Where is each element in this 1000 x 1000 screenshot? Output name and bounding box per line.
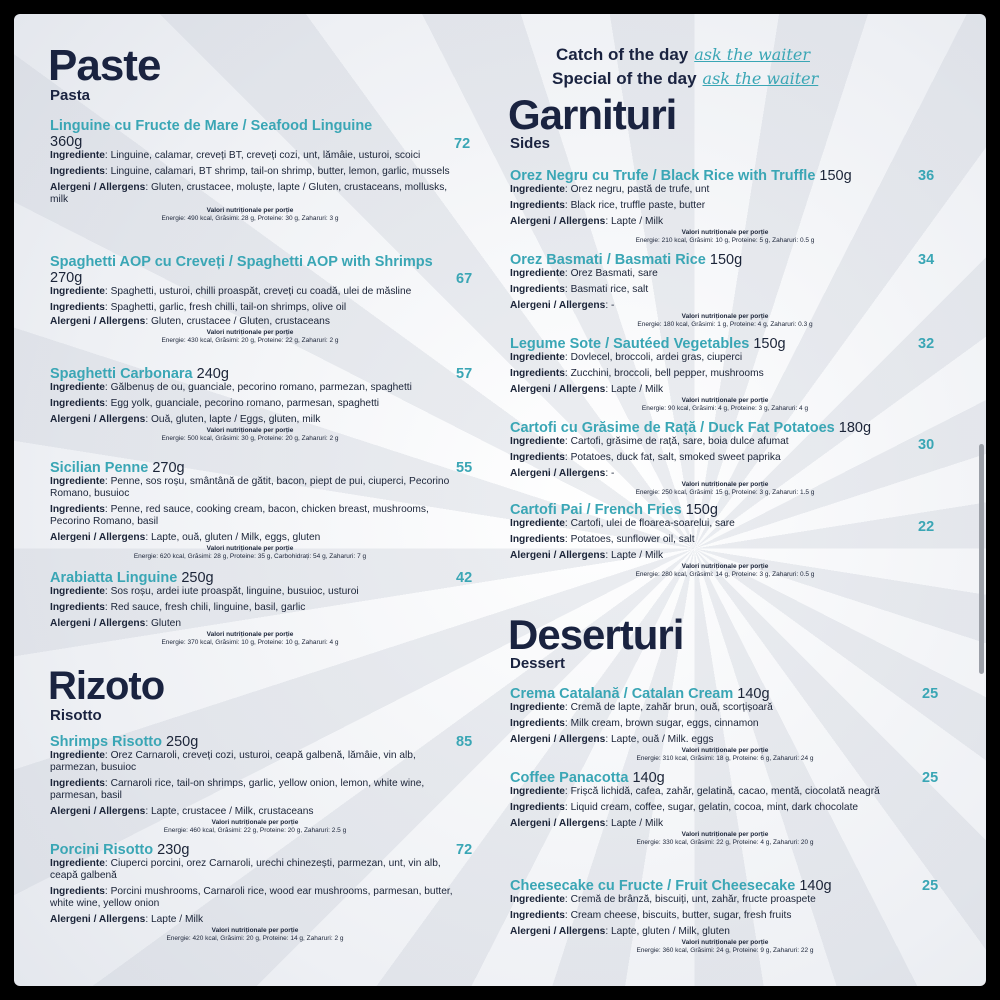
nutrition-title: Valori nutriționale per porție: [211, 927, 299, 934]
sides-title: Garnituri: [508, 91, 677, 138]
ingredients-en: : Milk cream, brown sugar, eggs, cinnamon: [564, 718, 759, 729]
allergens: : -: [605, 468, 615, 479]
nutrition-title: Valori nutriționale per porție: [681, 563, 769, 570]
pasta-subtitle: Pasta: [50, 87, 91, 104]
allergens: : Lapte, ouă / Milk. eggs: [605, 734, 714, 745]
allergens: : Lapte / Milk: [145, 914, 204, 925]
menu-item: [50, 254, 473, 345]
ingredients-en-label: Ingredients: [510, 452, 565, 463]
item-price: 85: [456, 734, 473, 750]
menu-item: [50, 460, 473, 561]
item-name: Coffee Panacotta: [510, 770, 629, 786]
ingredients-ro: : Spaghetti, usturoi, chilli proaspăt, creveți cu coadă, ulei de măsline: [104, 286, 412, 297]
nutrition-title: Valori nutriționale per porție: [681, 831, 769, 838]
ingredients-en-label: Ingredients: [510, 718, 565, 729]
ingredients-en-label: Ingredients: [50, 778, 105, 789]
ingredients-en: : Porcini mushrooms, Carnaroli rice, wood ear mushrooms, parmesan, butter, white wine, yellow onion: [50, 886, 453, 909]
item-price: 25: [922, 770, 939, 786]
ingredients-ro: : Linguine, calamar, creveți BT, creveți cozi, unt, lămâie, usturoi, scoici: [104, 150, 421, 161]
allergens-label: Alergeni / Allergens: [50, 618, 146, 629]
allergens: : Gluten, crustacee, moluște, lapte / Gluten, crustaceans, mollusks, milk: [50, 182, 448, 205]
item-price: 36: [918, 168, 935, 184]
allergens: : Gluten, crustacee / Gluten, crustaceans: [145, 316, 330, 327]
item-price: 32: [918, 336, 935, 352]
nutrition-title: Valori nutriționale per porție: [211, 819, 299, 826]
ingredients-en: : Cream cheese, biscuits, butter, sugar, fresh fruits: [564, 910, 792, 921]
catch-link[interactable]: ask the waiter: [694, 45, 810, 64]
ingredients-ro-label: Ingrediente: [50, 750, 105, 761]
allergens-label: Alergeni / Allergens: [510, 818, 606, 829]
ingredients-ro: : Cremă de lapte, zahăr brun, ouă, scorțișoară: [564, 702, 773, 713]
ingredients-ro-label: Ingrediente: [510, 786, 565, 797]
item-price: 72: [456, 842, 473, 858]
ingredients-en: : Zucchini, broccoli, bell pepper, mushrooms: [564, 368, 764, 379]
ingredients-en-label: Ingredients: [50, 886, 105, 897]
ingredients-ro: : Orez negru, pastă de trufe, unt: [564, 184, 710, 195]
dessert-title: Deserturi: [508, 611, 684, 658]
ingredients-en: : Potatoes, duck fat, salt, smoked sweet paprika: [564, 452, 781, 463]
item-price: 72: [454, 136, 471, 152]
item-name: Spaghetti AOP cu Creveți / Spaghetti AOP with Shrimps: [50, 254, 433, 270]
pasta-title: Paste: [48, 41, 161, 90]
ingredients-ro-label: Ingrediente: [50, 586, 105, 597]
item-weight: 270g: [50, 270, 83, 286]
catch-label: Catch of the day: [556, 45, 689, 64]
nutrition-values: Energie: 430 kcal, Grăsimi: 20 g, Proteine: 22 g, Zaharuri: 2 g: [161, 337, 339, 344]
item-weight: 230g: [157, 842, 190, 858]
special-link[interactable]: ask the waiter: [702, 69, 819, 88]
allergens: : Ouă, gluten, lapte / Eggs, gluten, milk: [145, 414, 321, 425]
nutrition-values: Energie: 360 kcal, Grăsimi: 24 g, Proteine: 9 g, Zaharuri: 22 g: [636, 947, 814, 954]
ingredients-en: : Liquid cream, coffee, sugar, gelatin, cocoa, mint, dark chocolate: [564, 802, 859, 813]
nutrition-values: Energie: 280 kcal, Grăsimi: 14 g, Proteine: 3 g, Zaharuri: 0.5 g: [635, 571, 815, 578]
ingredients-en: : Basmati rice, salt: [564, 284, 649, 295]
allergens-label: Alergeni / Allergens: [50, 532, 146, 543]
ingredients-ro-label: Ingrediente: [510, 702, 565, 713]
nutrition-title: Valori nutriționale per porție: [681, 313, 769, 320]
ingredients-ro-label: Ingrediente: [510, 518, 565, 529]
nutrition-title: Valori nutriționale per porție: [206, 427, 294, 434]
allergens-label: Alergeni / Allergens: [510, 550, 606, 561]
nutrition-values: Energie: 460 kcal, Grăsimi: 22 g, Proteine: 20 g, Zaharuri: 2.5 g: [163, 827, 347, 834]
catch-of-the-day: [556, 44, 810, 66]
nutrition-values: Energie: 330 kcal, Grăsimi: 22 g, Proteine: 4 g, Zaharuri: 20 g: [636, 839, 814, 846]
menu-item: [510, 420, 940, 497]
menu-item: [50, 842, 473, 943]
item-weight: 360g: [50, 134, 83, 150]
nutrition-title: Valori nutriționale per porție: [206, 207, 294, 214]
nutrition-values: Energie: 420 kcal, Grăsimi: 20 g, Proteine: 14 g, Zaharuri: 2 g: [166, 935, 344, 942]
ingredients-ro-label: Ingrediente: [50, 476, 105, 487]
ingredients-en-label: Ingredients: [50, 166, 105, 177]
item-name: Crema Catalană / Catalan Cream: [510, 686, 734, 702]
ingredients-ro: : Orez Basmati, sare: [564, 268, 658, 279]
item-name: Cartofi Pai / French Fries: [510, 502, 682, 518]
nutrition-title: Valori nutriționale per porție: [206, 329, 294, 336]
menu-item: [510, 686, 940, 763]
menu-item: [510, 168, 940, 245]
ingredients-en: : Potatoes, sunflower oil, salt: [564, 534, 695, 545]
ingredients-en-label: Ingredients: [510, 802, 565, 813]
allergens-label: Alergeni / Allergens: [510, 216, 606, 227]
ingredients-ro-label: Ingrediente: [510, 352, 565, 363]
item-price: 22: [918, 519, 935, 535]
allergens-label: Alergeni / Allergens: [510, 384, 606, 395]
nutrition-title: Valori nutriționale per porție: [206, 631, 294, 638]
item-name: Cheesecake cu Fructe / Fruit Cheesecake: [510, 878, 796, 894]
allergens: : Lapte, gluten / Milk, gluten: [605, 926, 730, 937]
ingredients-en-label: Ingredients: [510, 910, 565, 921]
nutrition-title: Valori nutriționale per porție: [206, 545, 294, 552]
allergens-label: Alergeni / Allergens: [50, 316, 146, 327]
dessert-subtitle: Dessert: [510, 655, 566, 672]
item-price: 42: [456, 570, 473, 586]
ingredients-en: : Spaghetti, garlic, fresh chilli, tail-on shrimps, olive oil: [104, 302, 347, 313]
menu-item: [50, 118, 471, 223]
item-name: Linguine cu Fructe de Mare / Seafood Linguine: [50, 118, 373, 134]
allergens-label: Alergeni / Allergens: [510, 300, 606, 311]
item-weight: 140g: [799, 878, 832, 894]
nutrition-title: Valori nutriționale per porție: [681, 229, 769, 236]
allergens-label: Alergeni / Allergens: [50, 914, 146, 925]
nutrition-values: Energie: 370 kcal, Grăsimi: 10 g, Proteine: 10 g, Zaharuri: 4 g: [161, 639, 339, 646]
ingredients-ro: : Gălbenuș de ou, guanciale, pecorino romano, parmezan, spaghetti: [104, 382, 412, 393]
risotto-title: Rizoto: [48, 664, 165, 708]
nutrition-values: Energie: 90 kcal, Grăsimi: 4 g, Proteine: 3 g, Zaharuri: 4 g: [641, 405, 809, 412]
sides-subtitle: Sides: [510, 135, 551, 152]
item-weight: 250g: [181, 570, 214, 586]
allergens-label: Alergeni / Allergens: [50, 806, 146, 817]
item-name: Shrimps Risotto: [50, 734, 162, 750]
allergens: : Lapte / Milk: [605, 384, 664, 395]
allergens-label: Alergeni / Allergens: [510, 734, 606, 745]
allergens: : -: [605, 300, 615, 311]
item-weight: 140g: [737, 686, 770, 702]
nutrition-values: Energie: 210 kcal, Grăsimi: 10 g, Proteine: 5 g, Zaharuri: 0.5 g: [635, 237, 815, 244]
item-weight: 150g: [685, 502, 718, 518]
nutrition-values: Energie: 620 kcal, Grăsimi: 28 g, Proteine: 35 g, Carbohidrați: 54 g, Zaharuri: 7 g: [133, 553, 367, 560]
ingredients-ro-label: Ingrediente: [510, 268, 565, 279]
menu-item: [50, 366, 473, 443]
allergens-label: Alergeni / Allergens: [50, 182, 146, 193]
menu-item: [510, 502, 940, 579]
ingredients-ro-label: Ingrediente: [50, 858, 105, 869]
nutrition-title: Valori nutriționale per porție: [681, 481, 769, 488]
ingredients-en-label: Ingredients: [510, 200, 565, 211]
item-name: Arabiatta Linguine: [50, 570, 178, 586]
item-weight: 150g: [819, 168, 852, 184]
allergens-label: Alergeni / Allergens: [510, 468, 606, 479]
ingredients-en-label: Ingredients: [510, 534, 565, 545]
item-price: 55: [456, 460, 473, 476]
item-weight: 140g: [632, 770, 665, 786]
nutrition-values: Energie: 250 kcal, Grăsimi: 15 g, Proteine: 3 g, Zaharuri: 1.5 g: [635, 489, 815, 496]
ingredients-ro: : Orez Carnaroli, creveți cozi, usturoi, ceapă galbenă, lămâie, vin alb, parmezan, busuioc: [50, 750, 416, 773]
item-price: 34: [918, 252, 935, 268]
nutrition-values: Energie: 500 kcal, Grăsimi: 30 g, Proteine: 20 g, Zaharuri: 2 g: [161, 435, 339, 442]
ingredients-en: : Penne, red sauce, cooking cream, bacon, chicken breast, mushrooms, Pecorino Romano, basil: [50, 504, 429, 527]
ingredients-ro-label: Ingrediente: [50, 286, 105, 297]
item-name: Sicilian Penne: [50, 460, 149, 476]
menu-item: [50, 734, 473, 835]
item-price: 25: [922, 878, 939, 894]
item-price: 25: [922, 686, 939, 702]
item-weight: 150g: [753, 336, 786, 352]
menu-item: [510, 252, 940, 329]
ingredients-ro: : Frișcă lichidă, cafea, zahăr, gelatină, cacao, mentă, ciocolată neagră: [564, 786, 880, 797]
special-of-the-day: [552, 68, 818, 90]
item-weight: 180g: [838, 420, 872, 436]
allergens: : Lapte / Milk: [605, 818, 664, 829]
item-weight: 270g: [152, 460, 185, 476]
ingredients-ro-label: Ingrediente: [50, 382, 105, 393]
item-name: Cartofi cu Grăsime de Rață / Duck Fat Potatoes: [510, 420, 835, 436]
ingredients-en: : Black rice, truffle paste, butter: [564, 200, 706, 211]
item-name: Porcini Risotto: [50, 842, 154, 858]
ingredients-ro-label: Ingrediente: [510, 436, 565, 447]
item-price: 67: [456, 271, 473, 287]
menu-item: [50, 570, 473, 647]
scrollbar[interactable]: [979, 444, 984, 674]
ingredients-ro-label: Ingrediente: [510, 894, 565, 905]
ingredients-en-label: Ingredients: [50, 398, 105, 409]
menu-item: [510, 878, 940, 955]
item-name: Orez Basmati / Basmati Rice: [510, 252, 706, 268]
nutrition-title: Valori nutriționale per porție: [681, 939, 769, 946]
nutrition-values: Energie: 310 kcal, Grăsimi: 18 g, Proteine: 6 g, Zaharuri: 24 g: [636, 755, 814, 762]
nutrition-values: Energie: 490 kcal, Grăsimi: 28 g, Proteine: 30 g, Zaharuri: 3 g: [161, 215, 339, 222]
menu-page: [14, 14, 986, 986]
ingredients-ro: : Dovlecel, broccoli, ardei gras, ciuperci: [564, 352, 743, 363]
item-price: 30: [918, 437, 935, 453]
ingredients-en-label: Ingredients: [510, 284, 565, 295]
item-name: Orez Negru cu Trufe / Black Rice with Truffle: [510, 168, 816, 184]
risotto-subtitle: Risotto: [50, 707, 102, 724]
allergens: : Lapte, crustacee / Milk, crustaceans: [145, 806, 314, 817]
ingredients-en-label: Ingredients: [510, 368, 565, 379]
allergens: : Gluten: [145, 618, 181, 629]
ingredients-en-label: Ingredients: [50, 504, 105, 515]
item-weight: 240g: [196, 366, 229, 382]
ingredients-en-label: Ingredients: [50, 302, 105, 313]
ingredients-ro-label: Ingrediente: [510, 184, 565, 195]
menu-item: [510, 770, 940, 847]
item-weight: 150g: [709, 252, 743, 268]
ingredients-en: : Red sauce, fresh chili, linguine, basil, garlic: [104, 602, 306, 613]
ingredients-ro-label: Ingrediente: [50, 150, 105, 161]
allergens-label: Alergeni / Allergens: [50, 414, 146, 425]
nutrition-title: Valori nutriționale per porție: [681, 747, 769, 754]
ingredients-ro: : Ciuperci porcini, orez Carnaroli, urechi chinezești, parmezan, unt, vin alb, ceapă galbenă: [50, 858, 441, 881]
allergens-label: Alergeni / Allergens: [510, 926, 606, 937]
item-name: Spaghetti Carbonara: [50, 366, 193, 382]
item-price: 57: [456, 366, 473, 382]
ingredients-ro: : Cremă de brânză, biscuiți, unt, zahăr, fructe proaspete: [564, 894, 816, 905]
allergens: : Lapte, ouă, gluten / Milk, eggs, gluten: [145, 532, 321, 543]
nutrition-values: Energie: 180 kcal, Grăsimi: 1 g, Proteine: 4 g, Zaharuri: 0.3 g: [637, 321, 813, 328]
allergens: : Lapte / Milk: [605, 216, 664, 227]
ingredients-ro: : Cartofi, grăsime de rață, sare, boia dulce afumat: [564, 436, 789, 447]
ingredients-ro: : Sos roșu, ardei iute proaspăt, linguine, busuioc, usturoi: [104, 586, 359, 597]
ingredients-ro: : Penne, sos roșu, smântână de gătit, bacon, piept de pui, ciuperci, Pecorino Romano, busuioc: [50, 476, 450, 499]
ingredients-en: : Linguine, calamari, BT shrimp, tail-on shrimp, butter, lemon, garlic, mussels: [104, 166, 450, 177]
nutrition-title: Valori nutriționale per porție: [681, 397, 769, 404]
item-name: Legume Sote / Sautéed Vegetables: [510, 336, 750, 352]
ingredients-ro: : Cartofi, ulei de floarea-soarelui, sare: [564, 518, 735, 529]
ingredients-en: : Carnaroli rice, tail-on shrimps, garlic, yellow onion, lemon, white wine, parmesan, basil: [50, 778, 425, 801]
item-weight: 250g: [166, 734, 199, 750]
ingredients-en-label: Ingredients: [50, 602, 105, 613]
ingredients-en: : Egg yolk, guanciale, pecorino romano, parmesan, spaghetti: [104, 398, 380, 409]
special-label: Special of the day: [552, 69, 697, 88]
allergens: : Lapte / Milk: [605, 550, 664, 561]
menu-item: [510, 336, 940, 413]
